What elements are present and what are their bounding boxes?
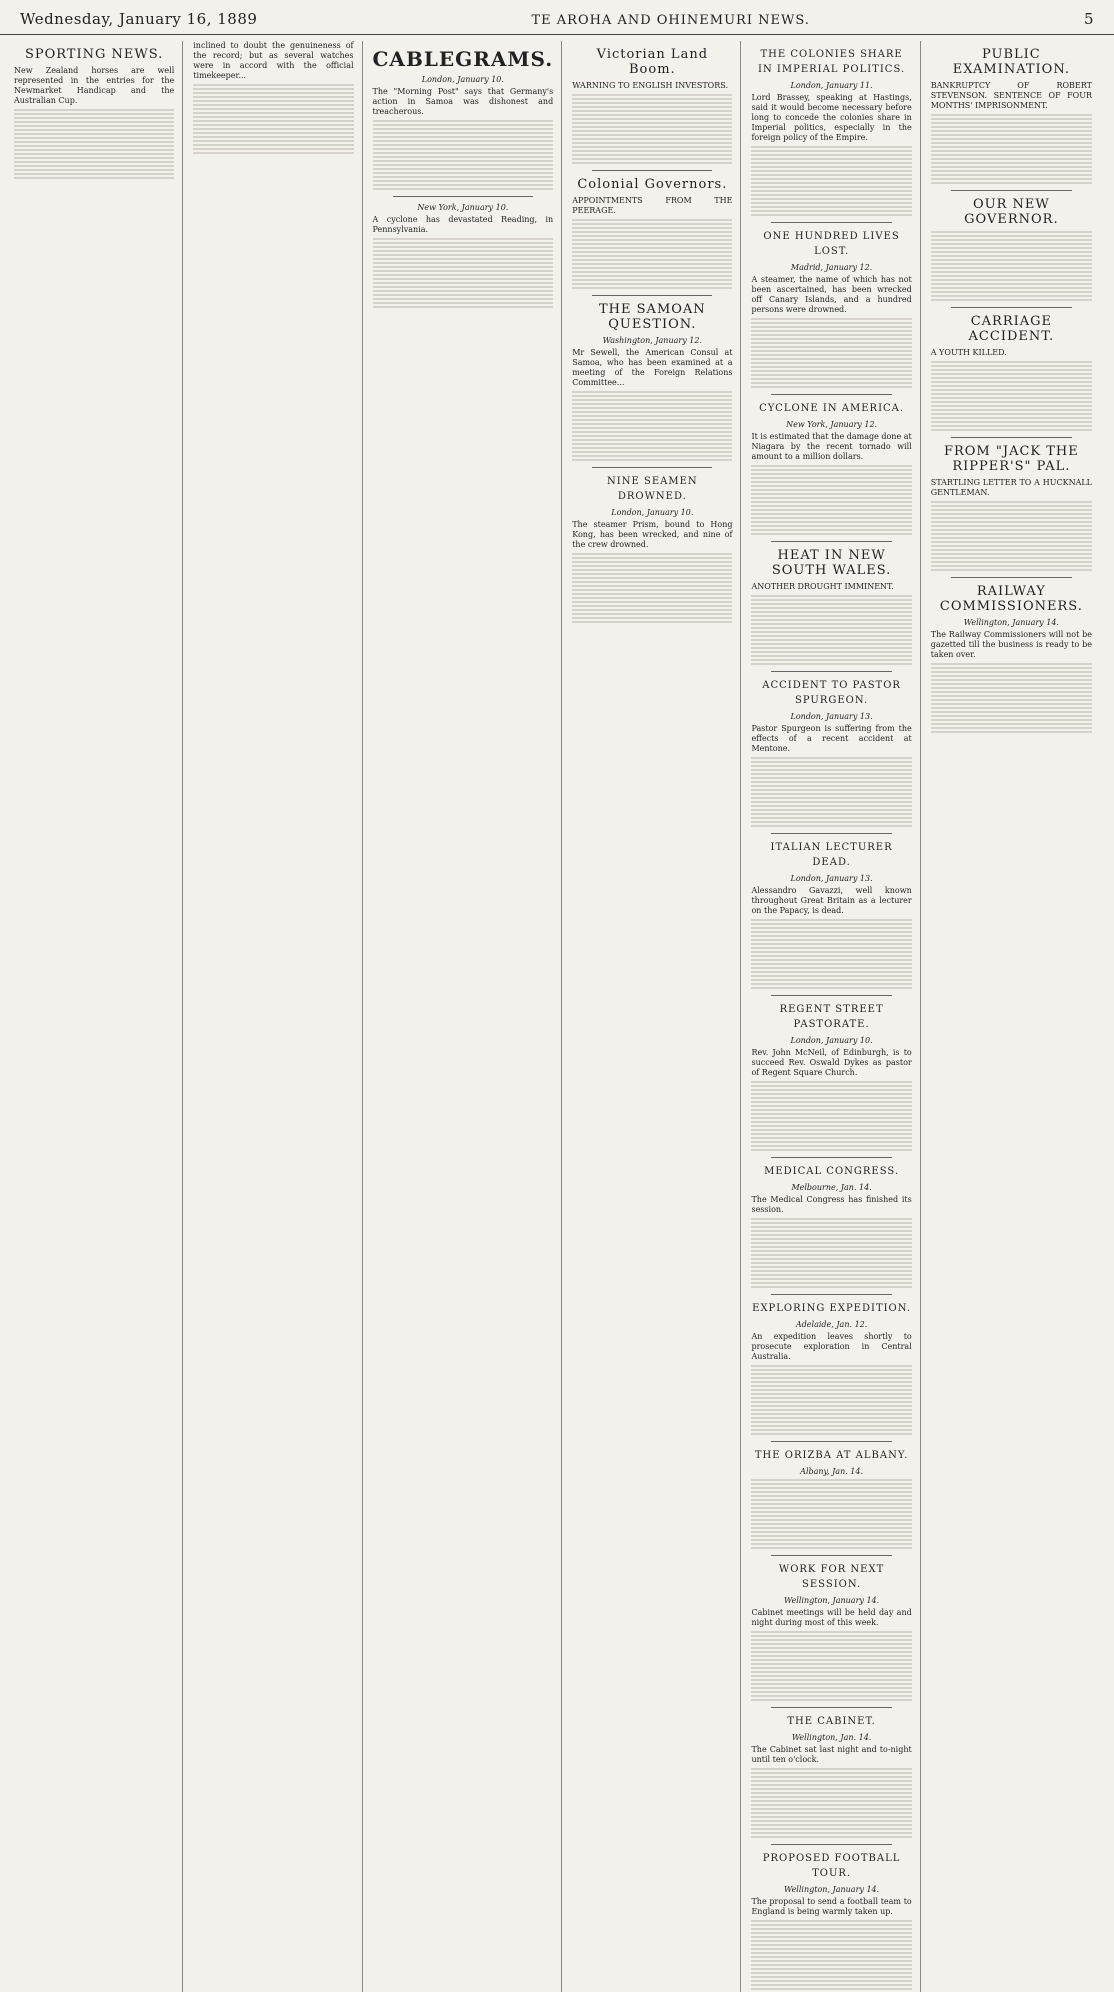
text-placeholder (373, 156, 554, 166)
text-placeholder (931, 561, 1092, 571)
text-placeholder (751, 1093, 911, 1103)
text-placeholder (931, 126, 1092, 136)
text-placeholder (751, 170, 911, 180)
text-placeholder (931, 513, 1092, 523)
text-placeholder (751, 979, 911, 989)
text-placeholder (751, 1944, 911, 1954)
newspaper-title: TE AROHA AND OHINEMURI NEWS. (531, 13, 810, 28)
article-headline: SPORTING NEWS. (24, 47, 164, 62)
text-placeholder (193, 108, 353, 118)
text-placeholder (931, 421, 1092, 431)
text-placeholder (751, 1968, 911, 1978)
article-text: Rev. John McNeil, of Edinburgh, is to succeed Rev. Oswald Dykes as pastor of Regent Square Church. (751, 1048, 912, 1077)
text-placeholder (572, 553, 732, 563)
article-dateline: London, January 10. (611, 508, 694, 517)
article-headline: NINE SEAMEN DROWNED. (607, 476, 698, 502)
text-placeholder (751, 1792, 911, 1802)
text-placeholder (751, 465, 911, 475)
text-placeholder (193, 132, 353, 142)
text-placeholder (751, 943, 911, 953)
text-placeholder (751, 525, 911, 535)
article-headline: THE CABINET. (787, 1716, 876, 1727)
text-placeholder (751, 1413, 911, 1423)
text-placeholder (572, 601, 732, 611)
text-placeholder (193, 144, 353, 154)
text-placeholder (751, 206, 911, 216)
text-placeholder (373, 250, 554, 260)
column-3 (373, 41, 563, 1992)
text-placeholder (373, 144, 554, 154)
article-headline: REGENT STREET PASTORATE. (779, 1004, 884, 1030)
article-divider (771, 1844, 891, 1845)
article-text: WARNING TO ENGLISH INVESTORS. (572, 81, 728, 90)
text-placeholder (751, 1980, 911, 1990)
text-placeholder (751, 1515, 911, 1525)
text-placeholder (751, 607, 911, 617)
text-placeholder (572, 613, 732, 623)
article-divider (771, 671, 891, 672)
text-placeholder (931, 361, 1092, 371)
text-placeholder (373, 168, 554, 178)
text-placeholder (572, 130, 732, 140)
article-divider (951, 307, 1072, 308)
article-headline: WORK FOR NEXT SESSION. (778, 1564, 885, 1590)
article-text: The "Morning Post" says that Germany's action in Samoa was dishonest and treacherous. (372, 87, 554, 116)
text-placeholder (373, 298, 554, 308)
text-placeholder (751, 1365, 911, 1375)
text-placeholder (931, 255, 1092, 265)
article-dateline: London, January 13. (790, 712, 873, 721)
text-placeholder (373, 238, 554, 248)
text-placeholder (751, 354, 911, 364)
text-placeholder (14, 121, 174, 131)
article-headline: THE COLONIES SHARE IN IMPERIAL POLITICS. (758, 49, 906, 75)
article-dateline: Adelaide, Jan. 12. (795, 1320, 868, 1329)
text-placeholder (931, 501, 1092, 511)
article-headline: CYCLONE IN AMERICA. (759, 403, 905, 414)
text-placeholder (751, 1230, 911, 1240)
article-divider (771, 1157, 891, 1158)
article-dateline: Wellington, January 14. (784, 1596, 880, 1605)
article-divider (771, 541, 891, 542)
text-placeholder (572, 403, 732, 413)
article-divider (771, 394, 891, 395)
text-placeholder (572, 154, 732, 164)
text-placeholder (751, 1932, 911, 1942)
article-text: An expedition leaves shortly to prosecute exploration in Central Australia. (751, 1332, 912, 1361)
text-placeholder (751, 631, 911, 641)
text-placeholder (751, 1377, 911, 1387)
article-dateline: Madrid, January 12. (790, 263, 873, 272)
text-placeholder (751, 1768, 911, 1778)
article-dateline: Wellington, January 14. (784, 1885, 880, 1894)
text-placeholder (751, 1105, 911, 1115)
article-text: A steamer, the name of which has not been ascertained, has been wrecked off Canary Islands, and a hundred persons were drowned. (751, 275, 912, 314)
column-2 (193, 41, 362, 1992)
text-placeholder (751, 182, 911, 192)
text-placeholder (373, 180, 554, 190)
text-placeholder (14, 157, 174, 167)
article-dateline: Wellington, January 14. (963, 618, 1059, 627)
text-placeholder (751, 769, 911, 779)
article-text: Mr Sewell, the American Consul at Samoa, who has been examined at a meeting of the Foreign Relations Committee... (572, 348, 733, 387)
text-placeholder (373, 274, 554, 284)
text-placeholder (751, 489, 911, 499)
text-placeholder (751, 1828, 911, 1838)
text-placeholder (751, 1920, 911, 1930)
article-text: Alessandro Gavazzi, well known throughout Great Britain as a lecturer on the Papacy, is dead. (751, 886, 912, 915)
text-placeholder (931, 397, 1092, 407)
text-placeholder (572, 267, 732, 277)
article-divider (771, 1555, 891, 1556)
article-text: The steamer Prism, bound to Hong Kong, has been wrecked, and nine of the crew drowned. (572, 520, 733, 549)
text-placeholder (751, 1679, 911, 1689)
article-text: BANKRUPTCY OF ROBERT STEVENSON. SENTENCE OF FOUR MONTHS' IMPRISONMENT. (930, 81, 1092, 110)
text-placeholder (931, 174, 1092, 184)
text-placeholder (751, 1425, 911, 1435)
text-placeholder (751, 757, 911, 767)
article-headline: ACCIDENT TO PASTOR SPURGEON. (762, 680, 901, 706)
text-placeholder (572, 243, 732, 253)
text-placeholder (751, 1218, 911, 1228)
article-text: Pastor Spurgeon is suffering from the effects of a recent accident at Mentone. (751, 724, 912, 753)
article-headline: Victorian Land Boom. (596, 47, 709, 77)
text-placeholder (751, 1691, 911, 1701)
text-placeholder (751, 955, 911, 965)
article-text: It is estimated that the damage done at Niagara by the recent tornado will amount to a million dollars. (751, 432, 912, 461)
article-text: New Zealand horses are well represented in the entries for the Newmarket Handicap and the Australian Cup. (14, 66, 175, 105)
text-placeholder (572, 577, 732, 587)
text-placeholder (193, 96, 353, 106)
text-placeholder (751, 655, 911, 665)
text-placeholder (751, 378, 911, 388)
text-placeholder (572, 118, 732, 128)
article-text: Lord Brassey, speaking at Hastings, said it would become necessary before long to concede the colonies share in Imperial politics, especially in the foreign policy of the Empire. (751, 93, 912, 142)
text-placeholder (931, 231, 1092, 241)
text-placeholder (751, 1503, 911, 1513)
text-placeholder (572, 589, 732, 599)
article-text: A cyclone has devastated Reading, in Pennsylvania. (372, 215, 554, 234)
text-placeholder (572, 279, 732, 289)
issue-date: Wednesday, January 16, 1889 (20, 10, 258, 28)
text-placeholder (931, 279, 1092, 289)
article-headline: PROPOSED FOOTBALL TOUR. (762, 1853, 901, 1879)
article-headline: OUR NEW GOVERNOR. (964, 197, 1059, 227)
text-placeholder (751, 1816, 911, 1826)
article-divider (592, 170, 712, 171)
text-placeholder (931, 699, 1092, 709)
article-headline: ONE HUNDRED LIVES LOST. (763, 231, 900, 257)
article-text: The Medical Congress has finished its session. (751, 1195, 912, 1214)
text-placeholder (931, 385, 1092, 395)
text-placeholder (373, 132, 554, 142)
text-placeholder (572, 255, 732, 265)
text-placeholder (373, 120, 554, 130)
article-headline: EXPLORING EXPEDITION. (752, 1303, 912, 1314)
text-placeholder (931, 537, 1092, 547)
text-placeholder (751, 1278, 911, 1288)
text-placeholder (931, 549, 1092, 559)
text-placeholder (751, 318, 911, 328)
text-placeholder (14, 145, 174, 155)
text-placeholder (751, 967, 911, 977)
article-divider (771, 1441, 891, 1442)
article-headline: PUBLIC EXAMINATION. (952, 47, 1071, 77)
article-divider (592, 295, 712, 296)
article-headline: Colonial Governors. (577, 177, 728, 192)
text-placeholder (751, 1667, 911, 1677)
text-placeholder (751, 1643, 911, 1653)
article-headline: RAILWAY COMMISSIONERS. (939, 584, 1083, 614)
text-placeholder (751, 1117, 911, 1127)
text-placeholder (931, 723, 1092, 733)
article-headline: THE ORIZBA AT ALBANY. (754, 1450, 909, 1461)
text-placeholder (931, 114, 1092, 124)
text-placeholder (751, 1491, 911, 1501)
text-placeholder (572, 94, 732, 104)
text-placeholder (751, 158, 911, 168)
text-placeholder (751, 501, 911, 511)
newspaper-columns (0, 35, 1114, 1916)
article-divider (951, 577, 1072, 578)
column-5 (751, 41, 920, 1992)
text-placeholder (931, 138, 1092, 148)
article-divider (951, 437, 1072, 438)
text-placeholder (751, 1141, 911, 1151)
text-placeholder (931, 150, 1092, 160)
text-placeholder (572, 219, 732, 229)
article-dateline: London, January 13. (790, 874, 873, 883)
text-placeholder (751, 619, 911, 629)
text-placeholder (193, 84, 353, 94)
article-dateline: Melbourne, Jan. 14. (791, 1183, 872, 1192)
page-number: 5 (1083, 10, 1094, 28)
column-6 (931, 41, 1100, 1992)
article-dateline: London, January 11. (790, 81, 873, 90)
article-text: The Cabinet sat last night and to-night until ten o'clock. (751, 1745, 912, 1764)
article-divider (393, 196, 534, 197)
text-placeholder (751, 330, 911, 340)
text-placeholder (572, 106, 732, 116)
article-text: ANOTHER DROUGHT IMMINENT. (751, 582, 894, 591)
text-placeholder (373, 262, 554, 272)
article-text: STARTLING LETTER TO A HUCKNALL GENTLEMAN. (930, 478, 1092, 497)
text-placeholder (751, 146, 911, 156)
article-text: APPOINTMENTS FROM THE PEERAGE. (572, 196, 733, 215)
text-placeholder (751, 781, 911, 791)
article-divider (592, 467, 712, 468)
text-placeholder (931, 663, 1092, 673)
text-placeholder (751, 477, 911, 487)
article-divider (771, 833, 891, 834)
text-placeholder (931, 675, 1092, 685)
text-placeholder (931, 409, 1092, 419)
text-placeholder (751, 1254, 911, 1264)
article-dateline: London, January 10. (421, 75, 504, 84)
text-placeholder (751, 513, 911, 523)
text-placeholder (14, 109, 174, 119)
article-headline: CABLEGRAMS. (372, 47, 554, 71)
article-headline: ITALIAN LECTURER DEAD. (770, 842, 893, 868)
text-placeholder (14, 133, 174, 143)
article-divider (771, 995, 891, 996)
text-placeholder (751, 1401, 911, 1411)
text-placeholder (751, 1129, 911, 1139)
text-placeholder (14, 169, 174, 179)
text-placeholder (751, 805, 911, 815)
article-text: A YOUTH KILLED. (930, 348, 1007, 357)
article-headline: THE SAMOAN QUESTION. (599, 302, 706, 332)
article-dateline: Wellington, Jan. 14. (791, 1733, 872, 1742)
text-placeholder (572, 451, 732, 461)
text-placeholder (193, 120, 353, 130)
text-placeholder (751, 342, 911, 352)
text-placeholder (572, 415, 732, 425)
article-text: inclined to doubt the genuineness of the record; but as several watches were in accord with the official timekeeper... (193, 41, 354, 80)
article-text: Cabinet meetings will be held day and night during most of this week. (751, 1608, 912, 1627)
text-placeholder (572, 391, 732, 401)
text-placeholder (373, 286, 554, 296)
article-headline: MEDICAL CONGRESS. (764, 1166, 900, 1177)
masthead (0, 0, 1114, 35)
article-dateline: New York, January 10. (417, 203, 509, 212)
text-placeholder (751, 1266, 911, 1276)
article-divider (771, 1294, 891, 1295)
text-placeholder (751, 1780, 911, 1790)
text-placeholder (751, 817, 911, 827)
text-placeholder (931, 162, 1092, 172)
text-placeholder (751, 1242, 911, 1252)
text-placeholder (931, 291, 1092, 301)
text-placeholder (931, 373, 1092, 383)
article-divider (951, 190, 1072, 191)
text-placeholder (751, 1527, 911, 1537)
text-placeholder (931, 525, 1092, 535)
article-text: The proposal to send a football team to England is being warmly taken up. (751, 1897, 912, 1916)
text-placeholder (751, 194, 911, 204)
text-placeholder (751, 643, 911, 653)
text-placeholder (572, 439, 732, 449)
article-dateline: New York, January 12. (786, 420, 878, 429)
text-placeholder (572, 565, 732, 575)
text-placeholder (572, 427, 732, 437)
text-placeholder (751, 1389, 911, 1399)
article-headline: HEAT IN NEW SOUTH WALES. (771, 548, 892, 578)
text-placeholder (751, 1539, 911, 1549)
text-placeholder (751, 1804, 911, 1814)
article-headline: FROM "JACK THE RIPPER'S" PAL. (943, 444, 1079, 474)
article-text: The Railway Commissioners will not be gazetted till the business is ready to be taken over. (930, 630, 1092, 659)
text-placeholder (751, 1655, 911, 1665)
text-placeholder (931, 711, 1092, 721)
article-divider (771, 222, 891, 223)
text-placeholder (572, 142, 732, 152)
text-placeholder (751, 1956, 911, 1966)
text-placeholder (751, 595, 911, 605)
text-placeholder (751, 1479, 911, 1489)
text-placeholder (751, 366, 911, 376)
article-divider (771, 1707, 891, 1708)
article-headline: CARRIAGE ACCIDENT. (968, 314, 1055, 344)
article-dateline: London, January 10. (790, 1036, 873, 1045)
text-placeholder (931, 267, 1092, 277)
text-placeholder (751, 1081, 911, 1091)
text-placeholder (931, 687, 1092, 697)
text-placeholder (751, 793, 911, 803)
text-placeholder (931, 243, 1092, 253)
text-placeholder (572, 231, 732, 241)
text-placeholder (751, 931, 911, 941)
text-placeholder (751, 1631, 911, 1641)
column-4 (572, 41, 741, 1992)
article-dateline: Washington, January 12. (602, 336, 702, 345)
article-dateline: Albany, Jan. 14. (800, 1467, 864, 1476)
text-placeholder (751, 919, 911, 929)
column-1 (14, 41, 183, 1992)
